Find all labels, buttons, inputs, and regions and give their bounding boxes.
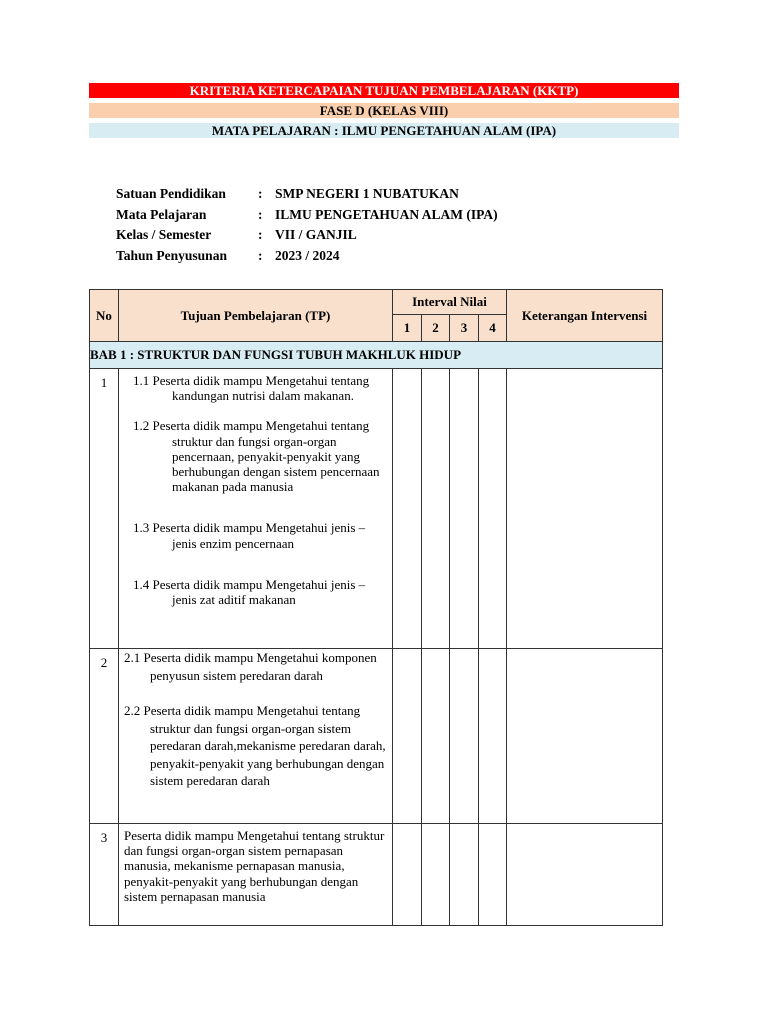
info-label: Mata Pelajaran (116, 206, 207, 222)
tp-cell (119, 824, 393, 926)
tp-item: 1.2 Peserta didik mampu Mengetahui tentang struktur dan fungsi organ-organ pencernaan, penyakit-penyakit yang berhubungan dengan sistem pencernaan makanan pada manusia (133, 418, 380, 495)
header-interval-1: 1 (393, 315, 422, 342)
tp-item: 2.2 Peserta didik mampu Mengetahui tentang struktur dan fungsi organ-organ sistem peredaran darah,mekanisme peredaran darah, penyakit-penyakit yang berhubungan dengan sistem peredaran darah (124, 703, 386, 788)
interval-cell[interactable] (450, 369, 479, 649)
info-label: Tahun Penyusunan (116, 247, 227, 263)
interval-cell[interactable] (393, 824, 422, 926)
keterangan-cell[interactable] (507, 824, 663, 926)
tp-item: 2.1 Peserta didik mampu Mengetahui komponen penyusun sistem peredaran darah (124, 650, 377, 683)
phase-banner: FASE D (KELAS VIII) (89, 103, 679, 118)
interval-cell[interactable] (422, 369, 450, 649)
subject-banner: MATA PELAJARAN : ILMU PENGETAHUAN ALAM (IPA) (89, 123, 679, 138)
info-colon: : (258, 247, 263, 263)
chapter-row (90, 342, 663, 369)
header-tp: Tujuan Pembelajaran (TP) (119, 290, 393, 342)
header-interval-2: 2 (422, 315, 450, 342)
tp-cell (119, 649, 393, 824)
table-header-row (90, 290, 663, 315)
interval-cell[interactable] (450, 649, 479, 824)
row-number: 3 (90, 824, 119, 926)
interval-cell[interactable] (422, 649, 450, 824)
header-interval-4: 4 (479, 315, 507, 342)
interval-cell[interactable] (393, 649, 422, 824)
interval-cell[interactable] (479, 649, 507, 824)
header-interval: Interval Nilai (393, 290, 507, 315)
document-title-banner: KRITERIA KETERCAPAIAN TUJUAN PEMBELAJARAN (KKTP) (89, 83, 679, 98)
tp-item: 1.3 Peserta didik mampu Mengetahui jenis – jenis enzim pencernaan (133, 520, 366, 551)
info-row-year (116, 246, 498, 267)
interval-cell[interactable] (450, 824, 479, 926)
info-value: ILMU PENGETAHUAN ALAM (IPA) (275, 206, 498, 222)
info-row-school (116, 184, 498, 205)
tp-cell (119, 369, 393, 649)
header-interval-3: 3 (450, 315, 479, 342)
interval-cell[interactable] (422, 824, 450, 926)
tp-item: 1.1 Peserta didik mampu Mengetahui tentang kandungan nutrisi dalam makanan. (133, 373, 370, 404)
chapter-title: BAB 1 : STRUKTUR DAN FUNGSI TUBUH MAKHLUK HIDUP (90, 342, 663, 369)
identity-info (116, 184, 498, 266)
header-keterangan: Keterangan Intervensi (507, 290, 663, 342)
keterangan-cell[interactable] (507, 649, 663, 824)
table-row (90, 824, 663, 926)
info-colon: : (258, 186, 263, 201)
info-value: VII / GANJIL (275, 227, 357, 242)
info-label: Kelas / Semester (116, 227, 212, 242)
info-value: 2023 / 2024 (275, 247, 340, 263)
row-number: 1 (90, 369, 119, 649)
tp-item: Peserta didik mampu Mengetahui tentang struktur dan fungsi organ-organ sistem pernapasan manusia, mekanisme pernapasan manusia, penyakit-penyakit yang berhubungan dengan sistem pernapasan manusia (124, 828, 385, 904)
table-row (90, 649, 663, 824)
info-row-class-semester (116, 225, 498, 246)
interval-cell[interactable] (479, 824, 507, 926)
info-row-subject (116, 205, 498, 226)
tp-item: 1.4 Peserta didik mampu Mengetahui jenis – jenis zat aditif makanan (133, 576, 366, 608)
interval-cell[interactable] (393, 369, 422, 649)
row-number: 2 (90, 649, 119, 824)
kktp-table (89, 289, 663, 926)
interval-cell[interactable] (479, 369, 507, 649)
info-colon: : (258, 227, 263, 242)
keterangan-cell[interactable] (507, 369, 663, 649)
info-colon: : (258, 206, 263, 222)
table-row (90, 369, 663, 649)
info-label: Satuan Pendidikan (116, 186, 226, 201)
info-value: SMP NEGERI 1 NUBATUKAN (275, 186, 459, 201)
header-no: No (90, 290, 119, 342)
